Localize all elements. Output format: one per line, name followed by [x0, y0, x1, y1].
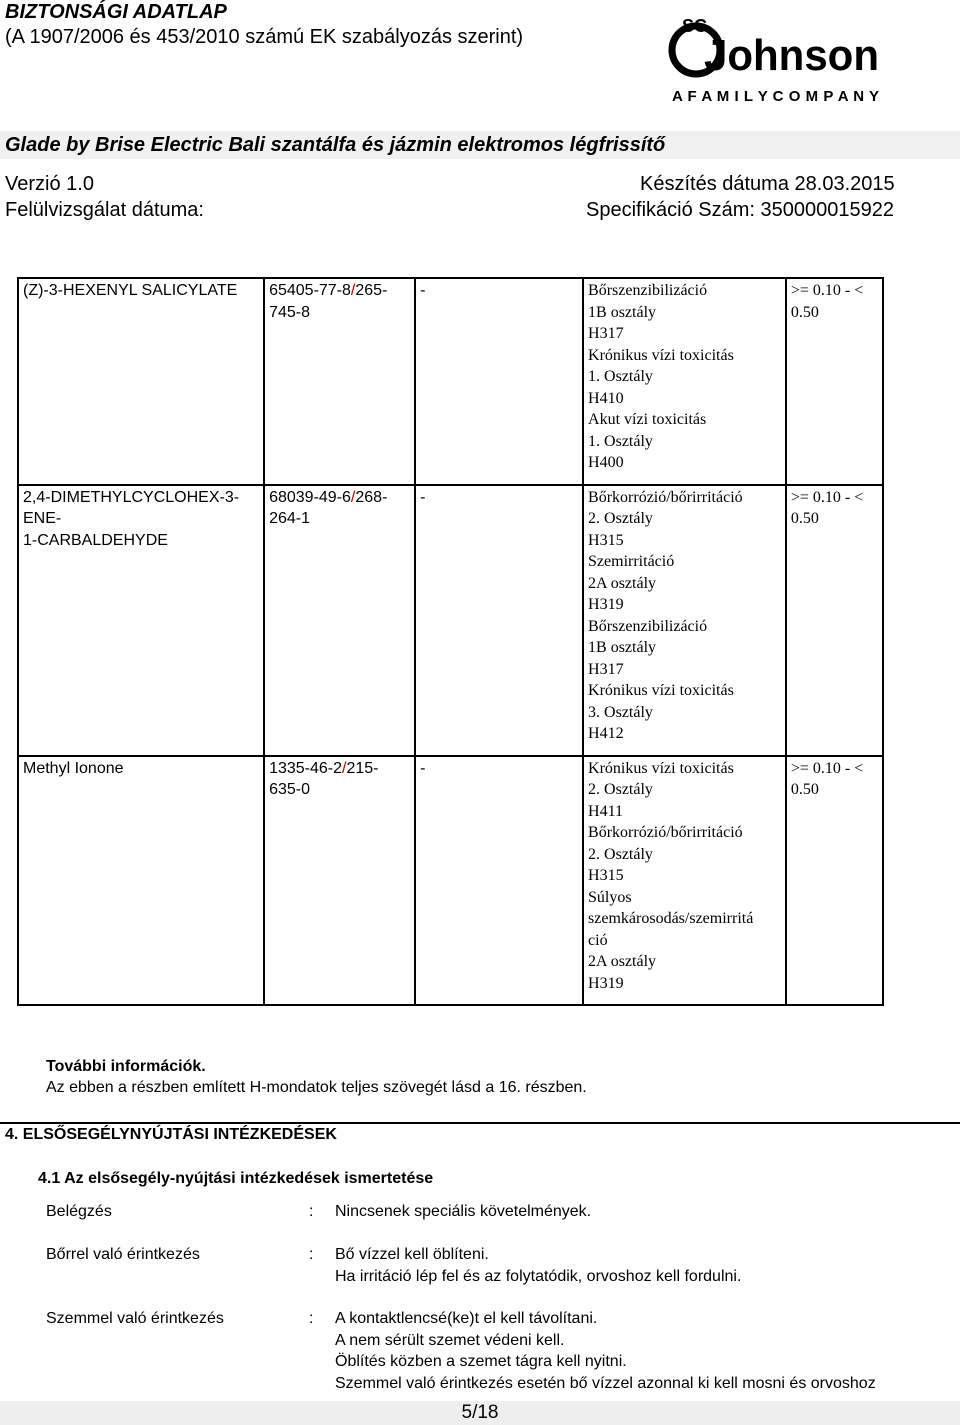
classification-line: Bőrszenzibilizáció [588, 282, 708, 299]
first-aid-value-skin [335, 1244, 741, 1287]
first-aid-line: Szemmel való érintkezés esetén bő vízzel azonnal ki kell mosni és orvoshoz [335, 1374, 876, 1392]
first-aid-value-eyes [335, 1308, 876, 1394]
first-aid-label-skin: Bőrrel való érintkezés [46, 1246, 200, 1263]
first-aid-line: Nincsenek speciális követelmények. [335, 1203, 592, 1220]
separator-slash: / [350, 488, 356, 506]
revision-date: Felülvizsgálat dátuma: [5, 199, 204, 221]
classification-line: H411 [588, 802, 623, 820]
component-name-line: 2,4-DIMETHYLCYCLOHEX-3-ENE- [23, 488, 240, 527]
classification-line: Akut vízi toxicitás [588, 411, 707, 428]
component-row [18, 756, 883, 1006]
component-classification [583, 485, 786, 756]
classification-line: Bőrkorrózió/bőrirritáció [588, 824, 743, 841]
component-name-line: 1-CARBALDEHYDE [23, 531, 168, 549]
ec-number-part: 745-8 [269, 303, 310, 321]
component-cas-ec [264, 278, 415, 485]
first-aid-line: Ha irritáció lép fel és az folytatódik, orvoshoz kell fordulni. [335, 1267, 742, 1285]
classification-line: H317 [588, 660, 624, 678]
first-aid-value-inhalation [335, 1201, 591, 1223]
further-info-heading: További információk. [46, 1058, 206, 1075]
svg-text:Johnson: Johnson [704, 31, 879, 80]
component-registration: - [415, 278, 583, 485]
component-name-line: (Z)-3-HEXENYL SALICYLATE [23, 282, 238, 299]
first-aid-colon: : [309, 1310, 314, 1327]
classification-line: 1B osztály [588, 303, 657, 321]
first-aid-line: Bő vízzel kell öblíteni. [335, 1246, 489, 1263]
logo-mark-icon [672, 16, 879, 105]
classification-line: 1B osztály [588, 639, 657, 656]
svg-text:A F A M I L Y C O M P A N Y: A F A M I L Y C O M P A N Y [672, 88, 879, 105]
classification-line: 2. Osztály [588, 510, 653, 527]
classification-line: H412 [588, 725, 624, 742]
classification-line: 2A osztály [588, 574, 657, 592]
cas-ec-line [269, 487, 410, 509]
version: Verzió 1.0 [5, 173, 94, 195]
first-aid-colon: : [309, 1246, 314, 1263]
further-info-text: Az ebben a részben említett H-mondatok teljes szövegét lásd a 16. részben. [46, 1079, 587, 1096]
separator-slash: / [342, 759, 347, 777]
ec-number-part: 268- [355, 488, 388, 506]
classification-line: H400 [588, 454, 624, 471]
component-cas-ec [264, 485, 415, 756]
component-cas-ec [264, 756, 415, 1006]
first-aid-colon: : [309, 1203, 314, 1220]
concentration-line: >= 0.10 - < [790, 282, 864, 299]
component-registration: - [415, 485, 583, 756]
classification-line: Krónikus vízi toxicitás [588, 759, 734, 777]
component-classification [583, 278, 786, 485]
classification-line: 2. Osztály [588, 845, 653, 863]
component-row [18, 485, 883, 756]
cas-number: 65405-77-8 [269, 282, 351, 299]
sc-johnson-logo [668, 10, 883, 105]
concentration-line: >= 0.10 - < [790, 488, 864, 506]
section-4-1-title: 4.1 Az elsősegély-nyújtási intézkedések ismertetése [38, 1170, 434, 1187]
cas-ec-line [269, 758, 410, 780]
page-number: 5/18 [461, 1402, 499, 1423]
concentration-line: 0.50 [790, 781, 819, 798]
component-row [18, 278, 883, 485]
classification-line: Krónikus vízi toxicitás [588, 346, 734, 364]
concentration-line: >= 0.10 - < [790, 759, 864, 777]
component-name [18, 756, 264, 1006]
svg-text:SC: SC [682, 16, 708, 36]
document-title: BIZTONSÁGI ADATLAP [5, 1, 227, 23]
component-concentration [786, 756, 883, 1006]
classification-line: 2A osztály [588, 953, 657, 970]
cas-number: 1335-46-2 [269, 759, 343, 777]
cas-ec-line [269, 280, 410, 302]
classification-line: H315 [588, 867, 624, 884]
first-aid-label-eyes: Szemmel való érintkezés [46, 1310, 224, 1327]
classification-line: H319 [588, 974, 624, 992]
component-name [18, 278, 264, 485]
spec-number: Specifikáció Szám: 350000015922 [586, 199, 894, 221]
component-concentration [786, 278, 883, 485]
component-classification [583, 756, 786, 1006]
first-aid-line: Öblítés közben a szemet tágra kell nyitni. [335, 1353, 627, 1370]
classification-line: H319 [588, 596, 624, 613]
ec-number-part: 635-0 [269, 781, 310, 798]
classification-line: H410 [588, 389, 624, 407]
classification-line: Szemirritáció [588, 553, 675, 570]
classification-line: szemkárosodás/szemirritá [588, 910, 754, 927]
ec-number-part: 264-1 [269, 510, 310, 527]
product-name: Glade by Brise Electric Bali szantálfa és jázmin elektromos légfrissítő [5, 134, 666, 156]
classification-line: Bőrkorrózió/bőrirritáció [588, 488, 743, 506]
classification-line: Bőrszenzibilizáció [588, 617, 708, 635]
classification-line: 3. Osztály [588, 703, 653, 721]
components-table [17, 277, 884, 1006]
classification-line: ció [588, 931, 608, 949]
component-name [18, 485, 264, 756]
section-divider [0, 1122, 960, 1124]
concentration-line: 0.50 [790, 303, 819, 321]
component-concentration [786, 485, 883, 756]
prepared-date: Készítés dátuma 28.03.2015 [640, 173, 895, 195]
classification-line: H315 [588, 531, 624, 549]
component-registration: - [415, 756, 583, 1006]
separator-slash: / [350, 282, 356, 299]
ec-number-part: 215- [346, 759, 379, 777]
classification-line: 2. Osztály [588, 781, 653, 798]
classification-line: H317 [588, 325, 624, 342]
first-aid-line: A nem sérült szemet védeni kell. [335, 1331, 565, 1349]
cas-number: 68039-49-6 [269, 488, 351, 506]
section-4-title: 4. ELSŐSEGÉLYNYÚJTÁSI INTÉZKEDÉSEK [5, 1126, 337, 1143]
classification-line: 1. Osztály [588, 368, 653, 385]
first-aid-line: A kontaktlencsé(ke)t el kell távolítani. [335, 1310, 598, 1327]
classification-line: Súlyos [588, 888, 632, 906]
first-aid-label-inhalation: Belégzés [46, 1203, 112, 1220]
classification-line: 1. Osztály [588, 432, 653, 450]
classification-line: Krónikus vízi toxicitás [588, 682, 734, 699]
concentration-line: 0.50 [790, 510, 819, 527]
component-name-line: Methyl Ionone [23, 759, 124, 777]
ec-number-part: 265- [355, 282, 388, 299]
document-subtitle: (A 1907/2006 és 453/2010 számú EK szabályozás szerint) [5, 26, 524, 48]
